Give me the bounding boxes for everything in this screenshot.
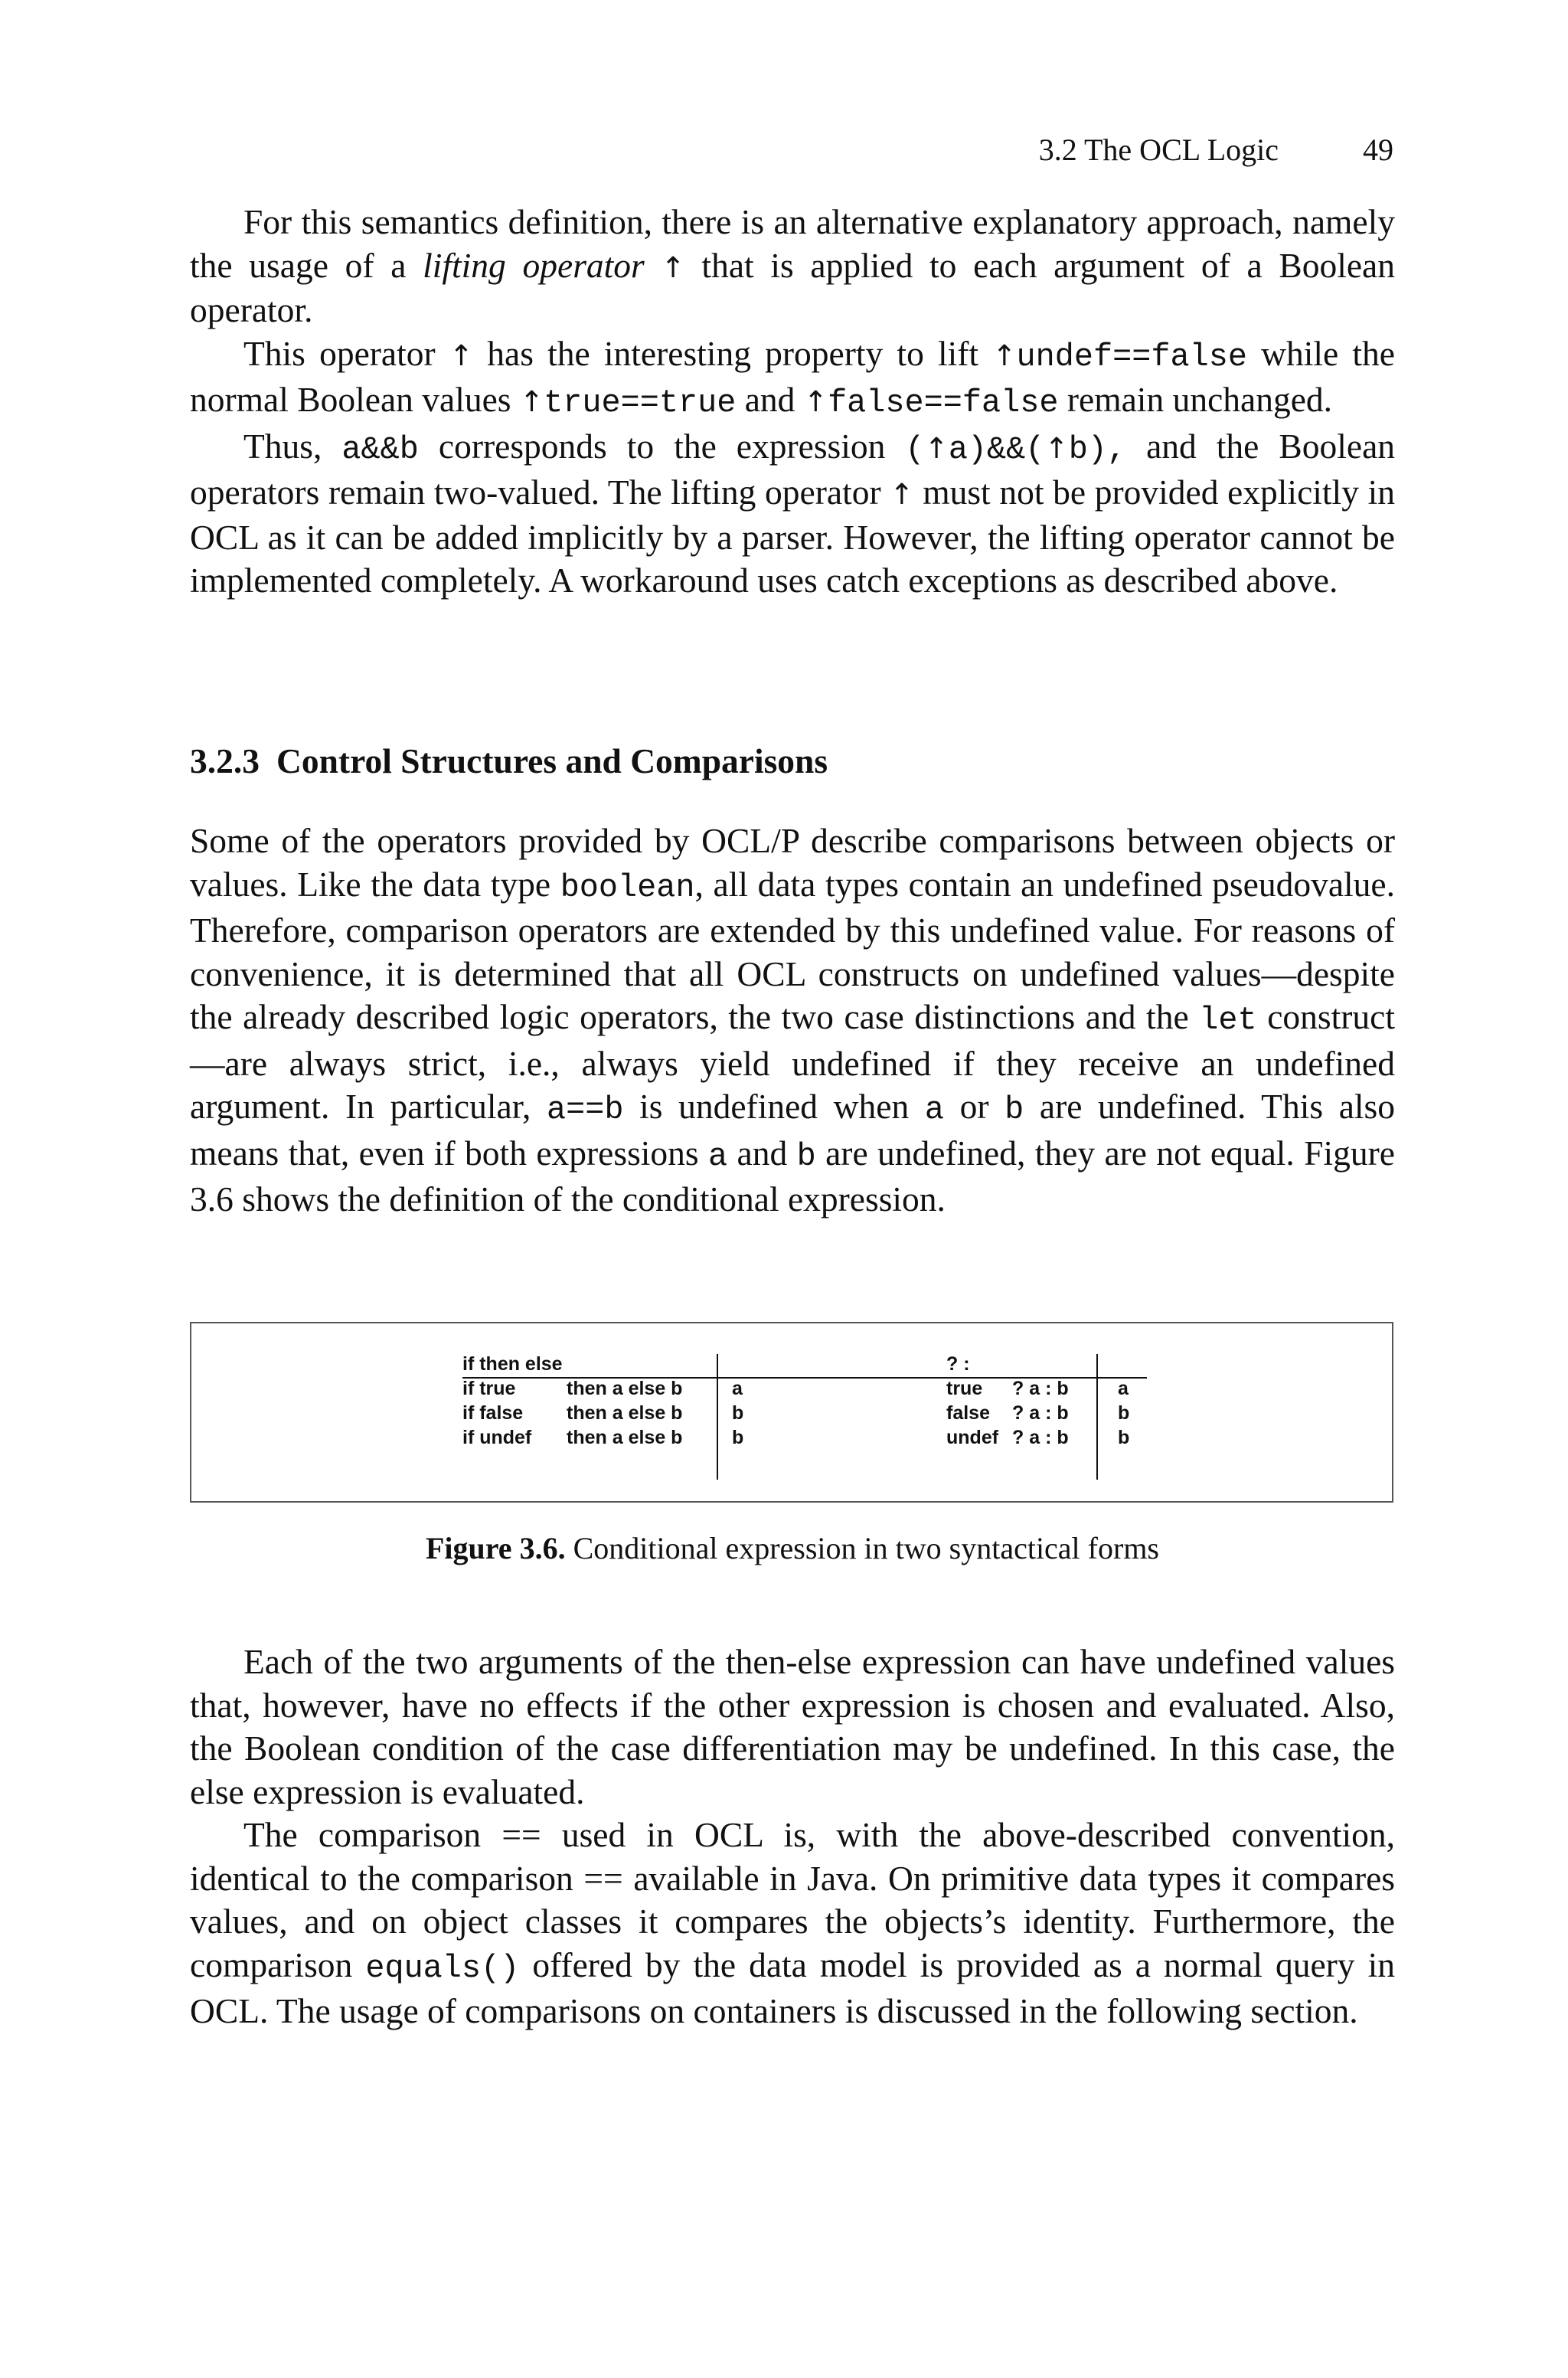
- up-arrow-symbol: ↑: [1044, 430, 1069, 465]
- code-inline: b: [1004, 1091, 1024, 1128]
- up-arrow-symbol: ↑: [519, 384, 544, 418]
- paragraph: For this semantics definition, there is an alternative explanatory approach, namely the usage of a lifting operator ↑ that is applied to each argument of a Boolean operator.: [190, 202, 1395, 329]
- table-cell: b: [1118, 1402, 1130, 1424]
- table-cell: a: [1118, 1378, 1129, 1399]
- up-arrow-symbol: ↑: [449, 338, 474, 372]
- table-cell: ? a : b: [1012, 1427, 1069, 1448]
- paragraph: Each of the two arguments of the then-else expression can have undefined values that, however, have no effects if the other expression is chosen and evaluated. Also, the Boolean condition of the case differentiation may be undefined. In this case, the else expression is evaluated.: [190, 1642, 1395, 1811]
- code-inline: true==true: [544, 384, 737, 421]
- page-number: 49: [1363, 132, 1393, 167]
- table-cell: false: [946, 1402, 990, 1424]
- table-cell: if undef: [462, 1427, 532, 1448]
- paragraph: Thus, a&&b corresponds to the expression (↑a)&&(↑b), and the Boolean operators remain two-valued. The lifting operator ↑ must not be provided explicitly in OCL as it can be added implicitly by a parser. However, the lifting operator cannot be implemented completely. A workaround uses catch exceptions as described above.: [190, 426, 1396, 600]
- right-table-header: ? :: [946, 1353, 970, 1375]
- table-cell: true: [946, 1378, 983, 1399]
- running-head: [949, 127, 1393, 173]
- text-block-then-else: [190, 1640, 1395, 2033]
- code-inline: boolean: [560, 868, 695, 906]
- text-block-lifting: [190, 201, 1395, 603]
- figure-conditional-expression: [190, 1322, 1393, 1503]
- code-inline: false==false: [828, 384, 1059, 421]
- up-arrow-symbol: ↑: [803, 384, 828, 418]
- section-number: 3.2.3: [190, 741, 260, 780]
- caption-label: Figure 3.6.: [425, 1531, 566, 1565]
- table-cell: ? a : b: [1012, 1378, 1069, 1399]
- running-title: 3.2 The OCL Logic: [1038, 132, 1279, 167]
- table-cell: ? a : b: [1012, 1402, 1069, 1424]
- code-inline: a: [708, 1137, 728, 1175]
- code-inline: a&&b: [341, 430, 419, 468]
- code-inline: b: [796, 1137, 816, 1175]
- section-heading: [190, 738, 828, 784]
- table-cell: if true: [462, 1378, 516, 1399]
- left-table-header: if then else: [462, 1353, 563, 1375]
- paragraph: The comparison == used in OCL is, with the above-described convention, identical to the comparison == available in Java. On primitive data types it compares values, and on object classes it compares the objects’s identity. Furthermore, the comparison equals() offered by the data model is provided as a normal query in OCL. The usage of comparisons on containers is discussed in the following section.: [190, 1815, 1395, 2030]
- emphasis: lifting operator: [423, 245, 645, 285]
- table-cell: if false: [462, 1402, 524, 1424]
- table-cell: then a else b: [567, 1402, 683, 1424]
- paragraph: This operator ↑ has the interesting property to lift ↑undef==false while the normal Boolean values ↑true==true and ↑false==false remain unchanged.: [190, 333, 1395, 421]
- table-cell: a: [732, 1378, 743, 1399]
- code-inline: let: [1199, 1002, 1257, 1039]
- text-block-comparisons: [190, 819, 1395, 1222]
- up-arrow-symbol: ↑: [661, 250, 685, 284]
- table-cell: b: [1118, 1427, 1130, 1448]
- caption-text: Conditional expression in two syntactical forms: [565, 1531, 1159, 1565]
- right-table-divider: [1096, 1354, 1098, 1480]
- table-cell: b: [732, 1402, 744, 1424]
- code-inline: a==b: [547, 1091, 624, 1128]
- paragraph: Some of the operators provided by OCL/P describe comparisons between objects or values. Like the data type boolean, all data types contain an undefined pseudovalue. Therefore, comparison operators are extended by this undefined value. For reasons of convenience, it is determined that all OCL constructs on undefined values—despite the already described logic operators, the two case distinctions and the let construct—are always strict, i.e., always yield undefined if they receive an undefined argument. In particular, a==b is undefined when a or b are undefined. This also means that, even if both expressions a and b are undefined, they are not equal. Figure 3.6 shows the definition of the conditional expression.: [190, 821, 1395, 1218]
- code-inline: a: [924, 1091, 944, 1128]
- up-arrow-symbol: ↑: [924, 430, 949, 465]
- figure-caption: [190, 1527, 1395, 1570]
- code-inline: undef==false: [1016, 338, 1247, 375]
- table-cell: then a else b: [567, 1427, 683, 1448]
- left-table-divider: [717, 1354, 718, 1480]
- section-title: Control Structures and Comparisons: [276, 741, 828, 780]
- code-inline: equals(): [365, 1949, 520, 1987]
- table-cell: then a else b: [567, 1378, 683, 1399]
- left-table-rule: [462, 1377, 983, 1379]
- table-cell: b: [732, 1427, 744, 1448]
- up-arrow-symbol: ↑: [992, 338, 1017, 372]
- up-arrow-symbol: ↑: [890, 477, 914, 511]
- table-cell: undef: [946, 1427, 999, 1448]
